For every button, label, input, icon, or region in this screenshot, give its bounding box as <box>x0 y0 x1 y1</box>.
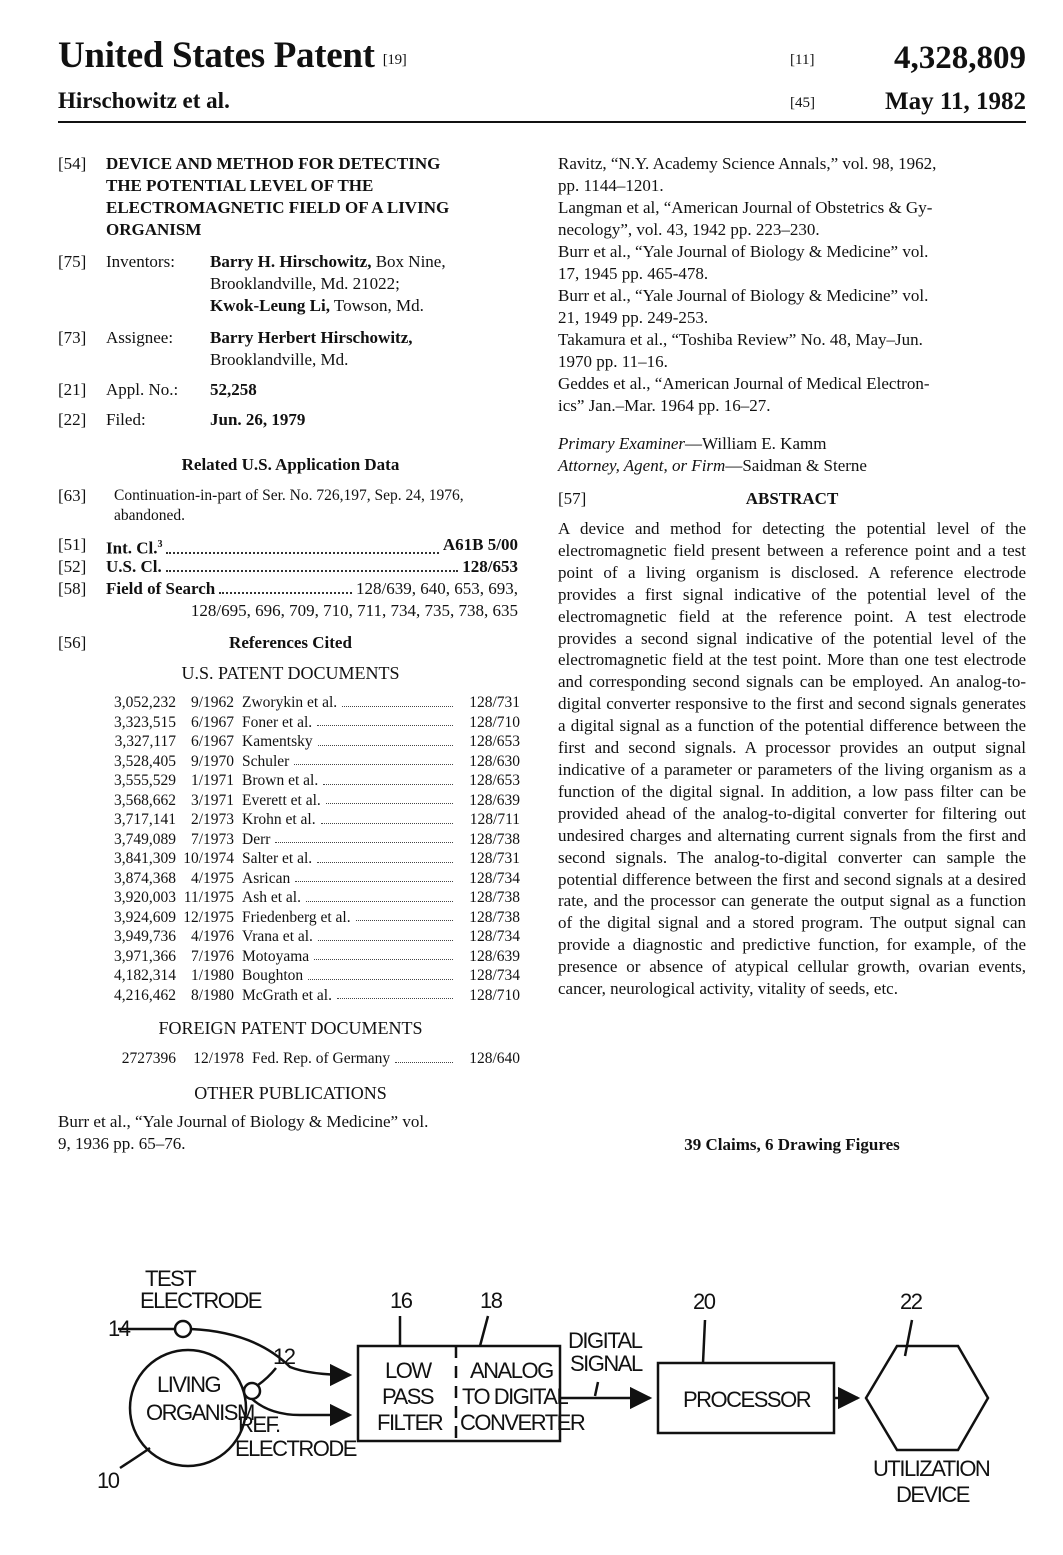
patent-date: 7/1973 <box>190 830 234 848</box>
us-patent-row <box>92 791 520 811</box>
processor-label: PROCESSOR <box>683 1387 811 1412</box>
us-patent-row <box>92 986 520 1006</box>
patent-class: 128/639 <box>469 947 520 965</box>
adc-label: TO DIGITAL <box>462 1384 568 1409</box>
patent-number: 4,328,809 <box>894 40 1026 76</box>
us-cl-line <box>106 556 518 578</box>
patent-class: 128/710 <box>469 986 520 1004</box>
leader-dots <box>356 908 453 922</box>
invention-title <box>106 153 516 241</box>
patent-inventor <box>242 791 458 811</box>
patent-date: 3/1971 <box>190 791 234 809</box>
patent-date: 1/1971 <box>190 772 234 789</box>
test-signal-line <box>191 1329 350 1375</box>
utilization-label: UTILIZATION <box>873 1456 990 1481</box>
patent-inventor-text: Derr <box>242 830 271 848</box>
patent-inventor <box>242 966 458 986</box>
patent-number: 3,949,736 <box>114 928 176 945</box>
patent-class: 128/731 <box>469 694 520 711</box>
refs-tag: [56] <box>58 633 87 652</box>
invention-title-line: DEVICE AND METHOD FOR DETECTING <box>106 154 441 173</box>
patent-inventor-text: Vrana et al. <box>242 928 313 945</box>
int-cl-value: A61B 5/00 <box>442 535 518 554</box>
appl-number: 52,258 <box>210 380 257 399</box>
patent-inventor-text: Zworykin et al. <box>242 694 338 711</box>
ref22-leader <box>905 1320 912 1356</box>
assignee-value <box>210 327 530 371</box>
leader-dots <box>295 869 453 883</box>
us-patent-row <box>92 693 520 713</box>
examiner-label: Primary Examiner <box>558 434 686 453</box>
us-patent-row <box>92 888 520 908</box>
filed-label: Filed: <box>106 410 146 429</box>
patent-inventor <box>242 986 458 1006</box>
examiner-block <box>558 433 1026 477</box>
leader-dots <box>306 888 453 902</box>
us-cl-tag: [52] <box>58 557 87 576</box>
fos-label: Field of Search <box>106 579 216 598</box>
us-patent-row <box>92 966 520 986</box>
leader-dots <box>326 791 453 805</box>
patent-inventor <box>242 752 458 772</box>
leader-dots <box>275 830 453 844</box>
us-patent-row <box>92 927 520 947</box>
patent-header-title <box>58 34 406 77</box>
ref-number: 12 <box>273 1344 295 1369</box>
patent-number: 3,528,405 <box>114 752 176 770</box>
patent-inventor <box>242 927 458 947</box>
block-diagram <box>0 1250 1063 1550</box>
patent-inventor-text: Ash et al. <box>242 889 301 906</box>
leader-dots <box>317 713 453 727</box>
organism-label: ORGANISM <box>146 1400 254 1425</box>
patent-inventor <box>242 947 458 967</box>
leader-dots <box>323 771 453 785</box>
us-patent-row <box>92 732 520 752</box>
appl-label: Appl. No.: <box>106 380 179 399</box>
int-cl-tag: [51] <box>58 535 87 554</box>
foreign-patent-row <box>92 1049 520 1069</box>
patent-inventor-text: Friedenberg et al. <box>242 908 351 926</box>
patent-date: 1/1980 <box>190 967 234 984</box>
patent-class: 128/653 <box>469 772 520 789</box>
lpf-label: LOW <box>385 1358 431 1383</box>
header-rule <box>58 121 1026 123</box>
patent-date: 9/1970 <box>190 752 234 770</box>
patent-inventor-text: Everett et al. <box>242 791 321 809</box>
assignee-label: Assignee: <box>106 328 174 347</box>
patent-class: 128/710 <box>469 713 520 731</box>
patent-date: 7/1976 <box>190 947 234 965</box>
patent-inventor <box>242 713 458 733</box>
filed-tag: [22] <box>58 410 87 429</box>
assignee-name: Barry Herbert Hirschowitz, <box>210 328 413 347</box>
continuation-text <box>114 486 534 526</box>
appl-tag: [21] <box>58 380 87 399</box>
us-patent-row <box>92 849 520 869</box>
other-pub-line: Burr et al., “Yale Journal of Biology & Medicine” vol. <box>58 1112 429 1131</box>
inventor-address: Towson, Md. <box>329 296 424 315</box>
other-publications-cont <box>558 153 1026 417</box>
patent-inventor <box>242 693 458 713</box>
digital-signal-label: DIGITAL <box>568 1328 642 1353</box>
lpf-label: PASS <box>382 1384 434 1409</box>
fos-line <box>106 578 518 600</box>
patent-class: 128/734 <box>469 967 520 984</box>
patent-inventor-text: Schuler <box>242 752 290 770</box>
refs-cited-row <box>58 632 523 654</box>
adc-label: ANALOG <box>470 1358 553 1383</box>
patent-class: 128/734 <box>469 928 520 945</box>
continuation-line: Continuation-in-part of Ser. No. 726,197, Sep. 24, 1976, <box>114 487 464 504</box>
adc-label: CONVERTER <box>460 1410 585 1435</box>
patent-number: 3,841,309 <box>114 850 176 867</box>
leader-dots <box>219 578 352 594</box>
patent-inventor-text: Krohn et al. <box>242 811 316 828</box>
inventor-name: Barry H. Hirschowitz, <box>210 252 372 271</box>
continuation-tag: [63] <box>58 486 87 505</box>
patent-inventor-text: Asrican <box>242 869 291 887</box>
us-patent-row <box>92 810 520 830</box>
abstract-text: A device and method for detecting the potential level of the electromagnetic field present between a reference point and a test point of a living organism is disclosed. A reference electrode provides a first signal indicative of the potential level of the electromagnetic field at the reference point. A test electrode provides a second signal indicative of the potential level of the electromagnetic field at the test point. More than one test electrode and corresponding second signals can be employed. An analog-to-digital converter responsive to the first and second signals generates a digital signal as a function of the potential difference between the first and second signals. A processor provides an output signal indicative of a parameter or parameters of the living organism as a function of the digital signal. In addition, a low pass filter can be provided ahead of the analog-to-digital converter for filtering out undesired charges and alternating current signals from the first and second signals. The analog-to-digital converter can sample the potential difference between the first and second signals at a desired rate, and the processor can generate the output signal as a function of the digital signal and a stored program. The output signal can provide a diagnostic and predictive function, for example, of the presence or absence of atypical cellular growth, ovarian events, cancer, neurological activity, vitality of seeds, etc. <box>558 519 1026 999</box>
patent-class: 128/711 <box>469 811 520 828</box>
patent-number: 3,568,662 <box>114 791 176 809</box>
leader-dots <box>314 947 453 961</box>
patent-date: 8/1980 <box>190 986 234 1004</box>
filed-date: Jun. 26, 1979 <box>210 410 306 429</box>
patent-inventor-text: Salter et al. <box>242 850 313 867</box>
us-patent-row <box>92 830 520 850</box>
inventors-value <box>210 251 530 317</box>
test-electrode-icon <box>175 1321 191 1337</box>
utilization-label: DEVICE <box>896 1482 969 1507</box>
leader-dots <box>318 732 453 746</box>
continuation-line: abandoned. <box>114 507 186 524</box>
lpf-label: FILTER <box>377 1410 443 1435</box>
patent-inventor-text: Boughton <box>242 967 304 984</box>
patent-date: 2/1973 <box>190 811 234 828</box>
pub-line: Takamura et al., “Toshiba Review” No. 48, May–Jun. <box>558 330 923 349</box>
pub-line: pp. 1144–1201. <box>558 176 664 195</box>
pub-line: 17, 1945 pp. 465-478. <box>558 264 709 283</box>
assignee-city: Brooklandville, Md. <box>210 350 349 369</box>
patent-inventor-text: Foner et al. <box>242 713 313 731</box>
ref-electrode-icon <box>244 1383 260 1399</box>
leader-dots <box>395 1049 453 1063</box>
organism-label: LIVING <box>157 1372 221 1397</box>
patent-inventor <box>242 849 458 869</box>
fos-tag: [58] <box>58 579 87 598</box>
patent-inventor <box>242 830 458 850</box>
patent-date: 11/1975 <box>183 889 234 906</box>
patent-date: 10/1974 <box>183 850 234 867</box>
pub-line: Burr et al., “Yale Journal of Biology & Medicine” vol. <box>558 286 929 305</box>
patent-class: 128/731 <box>469 850 520 867</box>
patent-inventor <box>242 810 458 830</box>
fos-value-cont: 128/695, 696, 709, 710, 711, 734, 735, 738, 635 <box>190 601 518 620</box>
patent-number: 3,717,141 <box>114 811 176 828</box>
int-cl-sup: 3 <box>157 539 163 550</box>
patent-inventor-text: McGrath et al. <box>242 986 332 1004</box>
leader-dots <box>294 752 453 766</box>
pub-line: Burr et al., “Yale Journal of Biology & Medicine” vol. <box>558 242 929 261</box>
leader-dots <box>318 927 453 941</box>
pub-line: Ravitz, “N.Y. Academy Science Annals,” vol. 98, 1962, <box>558 154 937 173</box>
patent-date: 4/1976 <box>190 928 234 945</box>
patent-number: 3,555,529 <box>114 772 176 789</box>
inventor-city: Brooklandville, Md. 21022; <box>210 274 400 293</box>
pub-line: Langman et al, “American Journal of Obstetrics & Gy- <box>558 198 933 217</box>
foreign-name <box>252 1049 458 1069</box>
date-tag: [45] <box>790 95 815 111</box>
leader-dots <box>308 966 453 980</box>
patent-date: 4/1975 <box>190 869 234 887</box>
foreign-date: 12/1978 <box>193 1050 244 1067</box>
patent-inventor-text: Brown et al. <box>242 772 319 789</box>
test-electrode-label: ELECTRODE <box>140 1288 261 1313</box>
other-pubs-heading: OTHER PUBLICATIONS <box>194 1083 387 1103</box>
pub-line: necology”, vol. 43, 1942 pp. 223–230. <box>558 220 820 239</box>
us-cl-label: U.S. Cl. <box>106 557 162 576</box>
ref10-leader <box>120 1448 150 1468</box>
patent-number: 3,971,366 <box>114 947 176 965</box>
test-electrode-label: TEST <box>145 1266 196 1291</box>
attorney-label: Attorney, Agent, or Firm <box>558 456 726 475</box>
ref-number: 20 <box>693 1289 715 1314</box>
patent-date: 6/1967 <box>190 713 234 731</box>
pub-line: Geddes et al., “American Journal of Medical Electron- <box>558 374 930 393</box>
foreign-class: 128/640 <box>469 1050 520 1067</box>
leader-dots <box>166 534 438 554</box>
patent-class: 128/734 <box>469 869 520 887</box>
patent-inventor <box>242 869 458 889</box>
ref12-leader <box>258 1368 276 1385</box>
patent-date: 6/1967 <box>190 733 234 750</box>
us-patent-row <box>92 947 520 967</box>
inventors-label: Inventors: <box>106 252 175 271</box>
abstract-heading-row <box>558 488 1026 510</box>
other-pub-entry <box>58 1111 523 1155</box>
us-cl-value: 128/653 <box>462 557 518 576</box>
patent-date: 12/1975 <box>183 908 234 926</box>
patent-class: 128/738 <box>469 889 520 906</box>
us-patent-row <box>92 752 520 772</box>
digital-signal-leader <box>595 1382 598 1396</box>
abstract-tag: [57] <box>558 489 587 508</box>
ref20-leader <box>703 1320 705 1363</box>
patent-number: 3,323,515 <box>114 713 176 731</box>
leader-dots <box>166 556 459 572</box>
patent-number: 3,749,089 <box>114 830 176 848</box>
patent-class: 128/738 <box>469 830 520 848</box>
inventors-tag: [75] <box>58 252 87 271</box>
invention-title-line: ELECTROMAGNETIC FIELD OF A LIVING <box>106 198 450 217</box>
foreign-number: 2727396 <box>121 1050 176 1067</box>
inventor-line: Hirschowitz et al. <box>58 88 230 113</box>
assignee-tag: [73] <box>58 328 87 347</box>
patent-inventor <box>242 771 458 791</box>
inventor-name: Kwok-Leung Li, <box>210 296 330 315</box>
related-heading: Related U.S. Application Data <box>181 455 400 474</box>
patent-number: 3,327,117 <box>114 733 176 750</box>
title-field-tag: [54] <box>58 154 87 173</box>
ref-electrode-label: REF. <box>238 1412 280 1437</box>
foreign-name-text: Fed. Rep. of Germany <box>252 1050 391 1067</box>
ref-number: 22 <box>900 1289 922 1314</box>
patent-inventor <box>242 908 458 928</box>
other-pub-line: 9, 1936 pp. 65–76. <box>58 1134 186 1153</box>
title-tag: [19] <box>382 52 407 68</box>
invention-title-line: THE POTENTIAL LEVEL OF THE <box>106 176 374 195</box>
us-patent-row <box>92 771 520 791</box>
patent-number: 4,216,462 <box>114 986 176 1004</box>
patent-class: 128/639 <box>469 791 520 809</box>
patent-number: 3,052,232 <box>114 694 176 711</box>
leader-dots <box>337 986 453 1000</box>
leader-dots <box>342 693 453 707</box>
patent-inventor <box>242 732 458 752</box>
examiner-name: —William E. Kamm <box>685 434 827 453</box>
attorney-name: —Saidman & Sterne <box>725 456 867 475</box>
us-patent-row <box>92 908 520 928</box>
patent-number: 3,874,368 <box>114 869 176 887</box>
patent-number: 4,182,314 <box>114 967 176 984</box>
ref-electrode-label: ELECTRODE <box>235 1436 356 1461</box>
us-docs-heading: U.S. PATENT DOCUMENTS <box>181 663 400 683</box>
pub-line: 21, 1949 pp. 249-253. <box>558 308 709 327</box>
patent-date: May 11, 1982 <box>885 88 1026 115</box>
us-patent-row <box>92 869 520 889</box>
leader-dots <box>317 849 453 863</box>
patent-inventor-text: Motoyama <box>242 947 310 965</box>
refs-heading: References Cited <box>229 633 352 652</box>
ref-number: 18 <box>480 1288 502 1313</box>
number-tag: [11] <box>790 52 815 68</box>
patent-number: 3,924,609 <box>114 908 176 926</box>
inventor-address: Box Nine, <box>371 252 446 271</box>
ref-number: 14 <box>108 1316 130 1341</box>
patent-date: 9/1962 <box>190 694 234 711</box>
ref-number: 10 <box>97 1468 119 1493</box>
patent-inventor-text: Kamentsky <box>242 733 313 750</box>
foreign-heading: FOREIGN PATENT DOCUMENTS <box>158 1018 423 1038</box>
pub-line: 1970 pp. 11–16. <box>558 352 668 371</box>
fos-value: 128/639, 640, 653, 693, <box>356 579 518 598</box>
utilization-device-hexagon <box>866 1346 988 1450</box>
abstract-heading: ABSTRACT <box>745 489 839 508</box>
us-patent-row <box>92 713 520 733</box>
pub-line: ics” Jan.–Mar. 1964 pp. 16–27. <box>558 396 771 415</box>
us-patent-table <box>92 693 520 1005</box>
title-text: United States Patent <box>58 35 375 76</box>
patent-class: 128/738 <box>469 908 520 926</box>
int-cl-label: Int. Cl. <box>106 538 158 558</box>
patent-class: 128/630 <box>469 752 520 770</box>
foreign-patent-table <box>92 1049 520 1069</box>
ref18-leader <box>480 1316 488 1346</box>
ref-number: 16 <box>390 1288 412 1313</box>
patent-number: 3,920,003 <box>114 889 176 906</box>
patent-inventor <box>242 888 458 908</box>
invention-title-line: ORGANISM <box>106 220 202 239</box>
claims-line: 39 Claims, 6 Drawing Figures <box>684 1135 900 1154</box>
digital-signal-label: SIGNAL <box>570 1351 642 1376</box>
leader-dots <box>321 810 453 824</box>
patent-class: 128/653 <box>469 733 520 750</box>
